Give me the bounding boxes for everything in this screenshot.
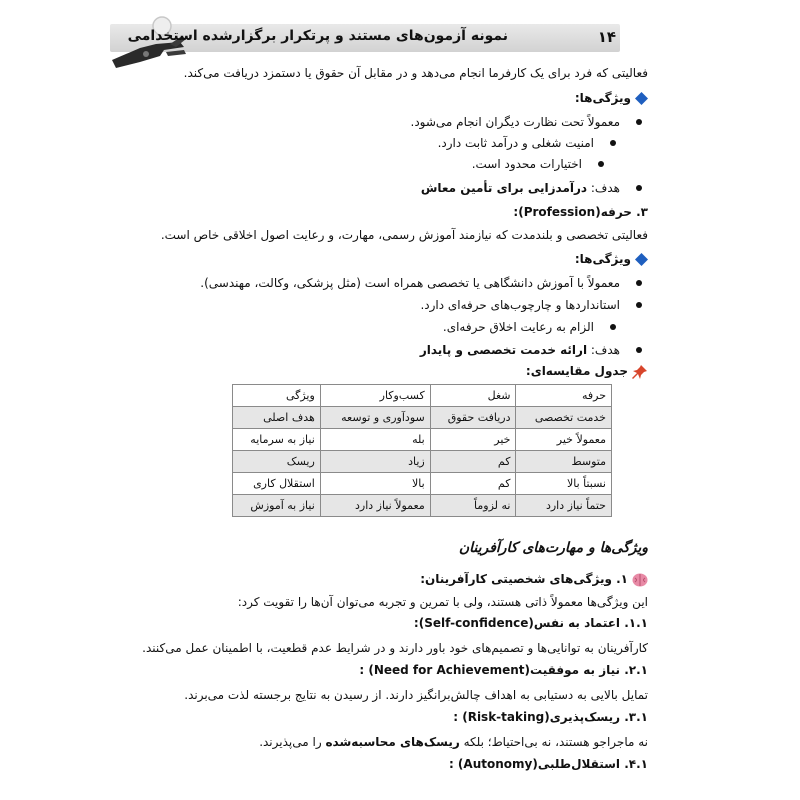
diamond-icon bbox=[635, 253, 648, 266]
bullet-dot bbox=[610, 324, 616, 330]
trait-heading: ۴.۱. استقلال‌طلبی(Autonomy) : bbox=[448, 757, 648, 771]
table-cell: نه لزوماً bbox=[430, 495, 516, 517]
bullet-dot bbox=[636, 302, 642, 308]
bullet-dot bbox=[636, 280, 642, 286]
profession-goal-label: هدف: bbox=[590, 343, 620, 357]
job-feature-item bbox=[472, 155, 582, 173]
table-cell: هدف اصلی bbox=[233, 407, 321, 429]
profession-feature-text: استانداردها و چارچوب‌های حرفه‌ای دارد. bbox=[420, 298, 620, 312]
table-cell: معمولاً نیاز دارد bbox=[320, 495, 430, 517]
table-cell: زیاد bbox=[320, 451, 430, 473]
brain-icon bbox=[632, 573, 648, 587]
trait-text bbox=[259, 733, 648, 751]
trait-heading: ۲.۱. نیاز به موفقیت(Need for Achievement) : bbox=[359, 663, 648, 677]
job-goal bbox=[421, 179, 620, 197]
profession-definition: فعالیتی تخصصی و بلندمدت که نیازمند آموزش رسمی، مهارت، و رعایت اصول اخلاقی خاص است. bbox=[160, 228, 648, 242]
table-row bbox=[233, 473, 612, 495]
profession-feature-text: معمولاً با آموزش دانشگاهی یا تخصصی همراه است (مثل پزشکی، وکالت، مهندسی). bbox=[200, 276, 620, 290]
table-header-cell: حرفه bbox=[516, 385, 612, 407]
bullet-dot bbox=[598, 161, 604, 167]
table-row bbox=[233, 495, 612, 517]
section-title: ویژگی‌ها و مهارت‌های کارآفرینان bbox=[458, 540, 648, 556]
job-feature-text: اختیارات محدود است. bbox=[471, 157, 582, 171]
profession-feature-item bbox=[420, 296, 620, 314]
table-cell: بالا bbox=[320, 473, 430, 495]
trait-text: کارآفرینان به توانایی‌ها و تصمیم‌های خود باور دارند و در شرایط عدم قطعیت، با اطمینان عمل می‌کنند. bbox=[142, 641, 648, 655]
sub1-heading bbox=[420, 570, 648, 588]
bullet-dot bbox=[636, 185, 642, 191]
table-cell: خیر bbox=[430, 429, 516, 451]
trait-heading: ۱.۱. اعتماد به نفس(Self-confidence): bbox=[413, 616, 648, 630]
trait-text-start: نه ماجراجو هستند، نه بی‌احتیاط؛ بلکه bbox=[463, 735, 648, 749]
pushpin-icon bbox=[632, 364, 648, 380]
table-row bbox=[233, 407, 612, 429]
table-cell: سودآوری و توسعه bbox=[320, 407, 430, 429]
job-feature-text: معمولاً تحت نظارت دیگران انجام می‌شود. bbox=[410, 115, 620, 129]
profession-feature-text: الزام به رعایت اخلاق حرفه‌ای. bbox=[442, 320, 594, 334]
job-features-heading bbox=[575, 89, 648, 107]
job-goal-value: درآمدزایی برای تأمین معاش bbox=[420, 181, 588, 195]
table-cell: خدمت تخصصی bbox=[516, 407, 612, 429]
comparison-label: جدول مقایسه‌ای: bbox=[525, 364, 628, 378]
trait-text-emphasis: ریسک‌های محاسبه‌شده bbox=[325, 735, 460, 749]
table-cell: متوسط bbox=[516, 451, 612, 473]
job-feature-item bbox=[411, 113, 621, 131]
table-header-row bbox=[233, 385, 612, 407]
trait-heading: ۳.۱. ریسک‌پذیری(Risk-taking) : bbox=[453, 710, 648, 724]
diamond-icon bbox=[635, 92, 648, 105]
trait-text-end: را می‌پذیرند. bbox=[259, 735, 322, 749]
table-row bbox=[233, 429, 612, 451]
table-row bbox=[233, 451, 612, 473]
bullet-dot bbox=[636, 347, 642, 353]
profession-feature-item bbox=[443, 318, 594, 336]
table-header-cell: شغل bbox=[430, 385, 516, 407]
profession-feature-item bbox=[200, 274, 620, 292]
table-cell: استقلال کاری bbox=[233, 473, 321, 495]
profession-goal bbox=[420, 341, 620, 359]
job-feature-text: امنیت شغلی و درآمد ثابت دارد. bbox=[437, 136, 594, 150]
table-cell: ریسک bbox=[233, 451, 321, 473]
table-cell: حتماً نیاز دارد bbox=[516, 495, 612, 517]
job-features-label: ویژگی‌ها: bbox=[574, 91, 631, 105]
job-definition: فعالیتی که فرد برای یک کارفرما انجام می‌دهد و در مقابل آن حقوق یا دستمزد دریافت می‌کند. bbox=[183, 66, 648, 80]
table-cell: کم bbox=[430, 473, 516, 495]
bullet-dot bbox=[636, 119, 642, 125]
table-cell: نسبتاً بالا bbox=[516, 473, 612, 495]
job-goal-label: هدف: bbox=[590, 181, 620, 195]
table-header-cell: کسب‌وکار bbox=[320, 385, 430, 407]
comparison-table bbox=[232, 384, 612, 517]
table-cell: بله bbox=[320, 429, 430, 451]
table-cell: کم bbox=[430, 451, 516, 473]
table-cell: نیاز به سرمایه bbox=[233, 429, 321, 451]
table-header-cell: ویژگی bbox=[233, 385, 321, 407]
sub1-intro: این ویژگی‌ها معمولاً ذاتی هستند، ولی با تمرین و تجربه می‌توان آن‌ها را تقویت کرد: bbox=[237, 595, 648, 609]
sub1-label: ۱. ویژگی‌های شخصیتی کارآفرینان: bbox=[420, 572, 628, 586]
table-cell: دریافت حقوق bbox=[430, 407, 516, 429]
header-title: نمونه آزمون‌های مستند و پرتکرار برگزارشده استخدامی bbox=[127, 28, 508, 44]
page-number: ۱۴ bbox=[597, 28, 616, 46]
profession-heading: ۳. حرفه(Profession): bbox=[513, 205, 648, 219]
table-cell: معمولاً خیر bbox=[516, 429, 612, 451]
profession-features-heading bbox=[575, 250, 648, 268]
profession-features-label: ویژگی‌ها: bbox=[574, 252, 631, 266]
table-cell: نیاز به آموزش bbox=[233, 495, 321, 517]
comparison-heading bbox=[526, 362, 648, 380]
bullet-dot bbox=[610, 140, 616, 146]
profession-goal-value: ارائه خدمت تخصصی و پایدار bbox=[419, 343, 588, 357]
trait-text: تمایل بالایی به دستیابی به اهداف چالش‌برانگیز دارند. از رسیدن به نتایج برجسته لذت می‌برند. bbox=[184, 688, 648, 702]
page-header bbox=[110, 20, 620, 56]
job-feature-item bbox=[438, 134, 594, 152]
